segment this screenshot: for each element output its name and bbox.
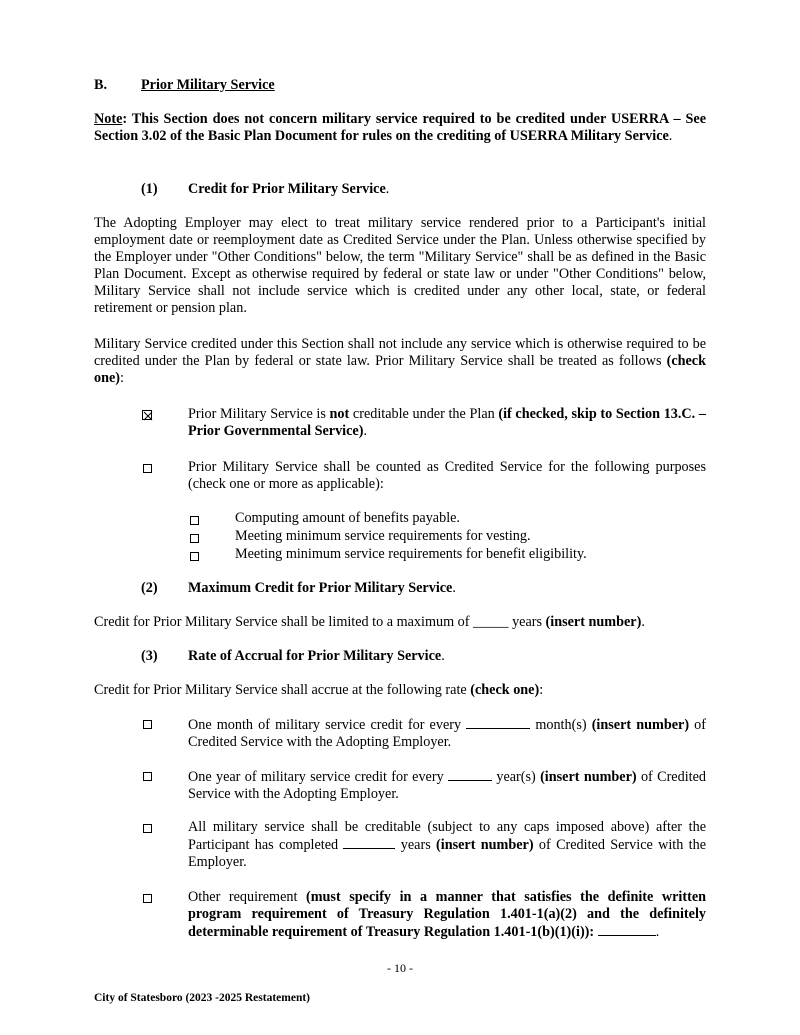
checkbox-not-creditable[interactable] bbox=[142, 410, 152, 420]
subsection-1-number: (1) bbox=[141, 181, 158, 197]
checkbox-accrual-yearly[interactable] bbox=[143, 772, 152, 781]
checked-x-icon bbox=[143, 411, 153, 421]
accrual-all-service-text: All military service shall be creditable (subject to any caps imposed above) after the Participant has completed years (insert number) of Credited Service with the Employer. bbox=[188, 819, 706, 870]
checkbox-counted-as-credited[interactable] bbox=[143, 464, 152, 473]
other-requirement-blank[interactable] bbox=[598, 923, 656, 936]
note-text: : This Section does not concern military service required to be credited under USERRA – See Section 3.02 of the Basic Plan Document for rules on the crediting of USERRA Military Service bbox=[94, 111, 706, 144]
accrual-yearly-text: One year of military service credit for every year(s) (insert number) of Credited Service with the Adopting Employer. bbox=[188, 769, 706, 802]
note-label: Note bbox=[94, 111, 123, 127]
paragraph-election: The Adopting Employer may elect to treat military service rendered prior to a Participant's initial employment date or reemployment date as Credited Service under the Plan. Unless otherwise specified by the Employer under "Other Conditions" below, the term "Military Service" shall be as defined in the Basic Plan Document. Except as otherwise required by federal or state law or under "Other Conditions" below, Military Service shall not include service which is credited under any other local, state, or federal retirement or pension plan. bbox=[94, 215, 706, 316]
note-paragraph: Note: This Section does not concern military service required to be credited under USERRA – See Section 3.02 of the Basic Plan Document for rules on the crediting of USERRA Military Service. bbox=[94, 111, 706, 144]
page-number: - 10 - bbox=[387, 961, 413, 975]
other-requirement-text: Other requirement (must specify in a manner that satisfies the definite written program requirement of Treasury Regulation 1.401-1(a)(2) and the definitely determinable requirement of Treasury Regulation 1.401-1(b)(1)(i)): . bbox=[188, 889, 707, 940]
subsection-3-title: Rate of Accrual for Prior Military Service. bbox=[188, 648, 445, 664]
accrual-intro: Credit for Prior Military Service shall accrue at the following rate (check one): bbox=[94, 682, 544, 698]
max-credit-sentence: Credit for Prior Military Service shall be limited to a maximum of _____ years (insert number). bbox=[94, 614, 645, 630]
footer-document-title: City of Statesboro (2023 -2025 Restatement) bbox=[94, 992, 311, 1004]
subsection-3-number: (3) bbox=[141, 648, 158, 664]
completed-years-blank[interactable] bbox=[343, 836, 395, 849]
purpose-eligibility-text: Meeting minimum service requirements for benefit eligibility. bbox=[235, 546, 587, 562]
max-years-blank[interactable]: _____ bbox=[473, 614, 509, 630]
subsection-1-title: Credit for Prior Military Service. bbox=[188, 181, 390, 197]
accrual-monthly-text: One month of military service credit for every month(s) (insert number) of Credited Service with the Adopting Employer. bbox=[188, 717, 706, 750]
checkbox-accrual-all-service[interactable] bbox=[143, 824, 152, 833]
years-blank[interactable] bbox=[448, 768, 492, 781]
option-counted-text: Prior Military Service shall be counted as Credited Service for the following purposes (check one or more as applicable): bbox=[188, 459, 706, 492]
purpose-vesting-text: Meeting minimum service requirements for vesting. bbox=[235, 528, 531, 544]
checkbox-purpose-vesting[interactable] bbox=[190, 534, 199, 543]
checkbox-purpose-benefits[interactable] bbox=[190, 516, 199, 525]
section-letter: B. bbox=[94, 77, 108, 93]
paragraph-treatment: Military Service credited under this Section shall not include any service which is otherwise required to be credited under the Plan by federal or state law. Prior Military Service shall be treated as follows (check one): bbox=[94, 336, 706, 386]
checkbox-other-requirement[interactable] bbox=[143, 894, 152, 903]
section-title: Prior Military Service bbox=[141, 77, 275, 93]
checkbox-purpose-eligibility[interactable] bbox=[190, 552, 199, 561]
purpose-benefits-text: Computing amount of benefits payable. bbox=[235, 510, 460, 526]
months-blank[interactable] bbox=[466, 716, 530, 729]
option-not-creditable-text: Prior Military Service is not creditable under the Plan (if checked, skip to Section 13.C. – Prior Governmental Service). bbox=[188, 406, 706, 439]
subsection-2-title: Maximum Credit for Prior Military Service. bbox=[188, 580, 456, 596]
checkbox-accrual-monthly[interactable] bbox=[143, 720, 152, 729]
subsection-2-number: (2) bbox=[141, 580, 158, 596]
